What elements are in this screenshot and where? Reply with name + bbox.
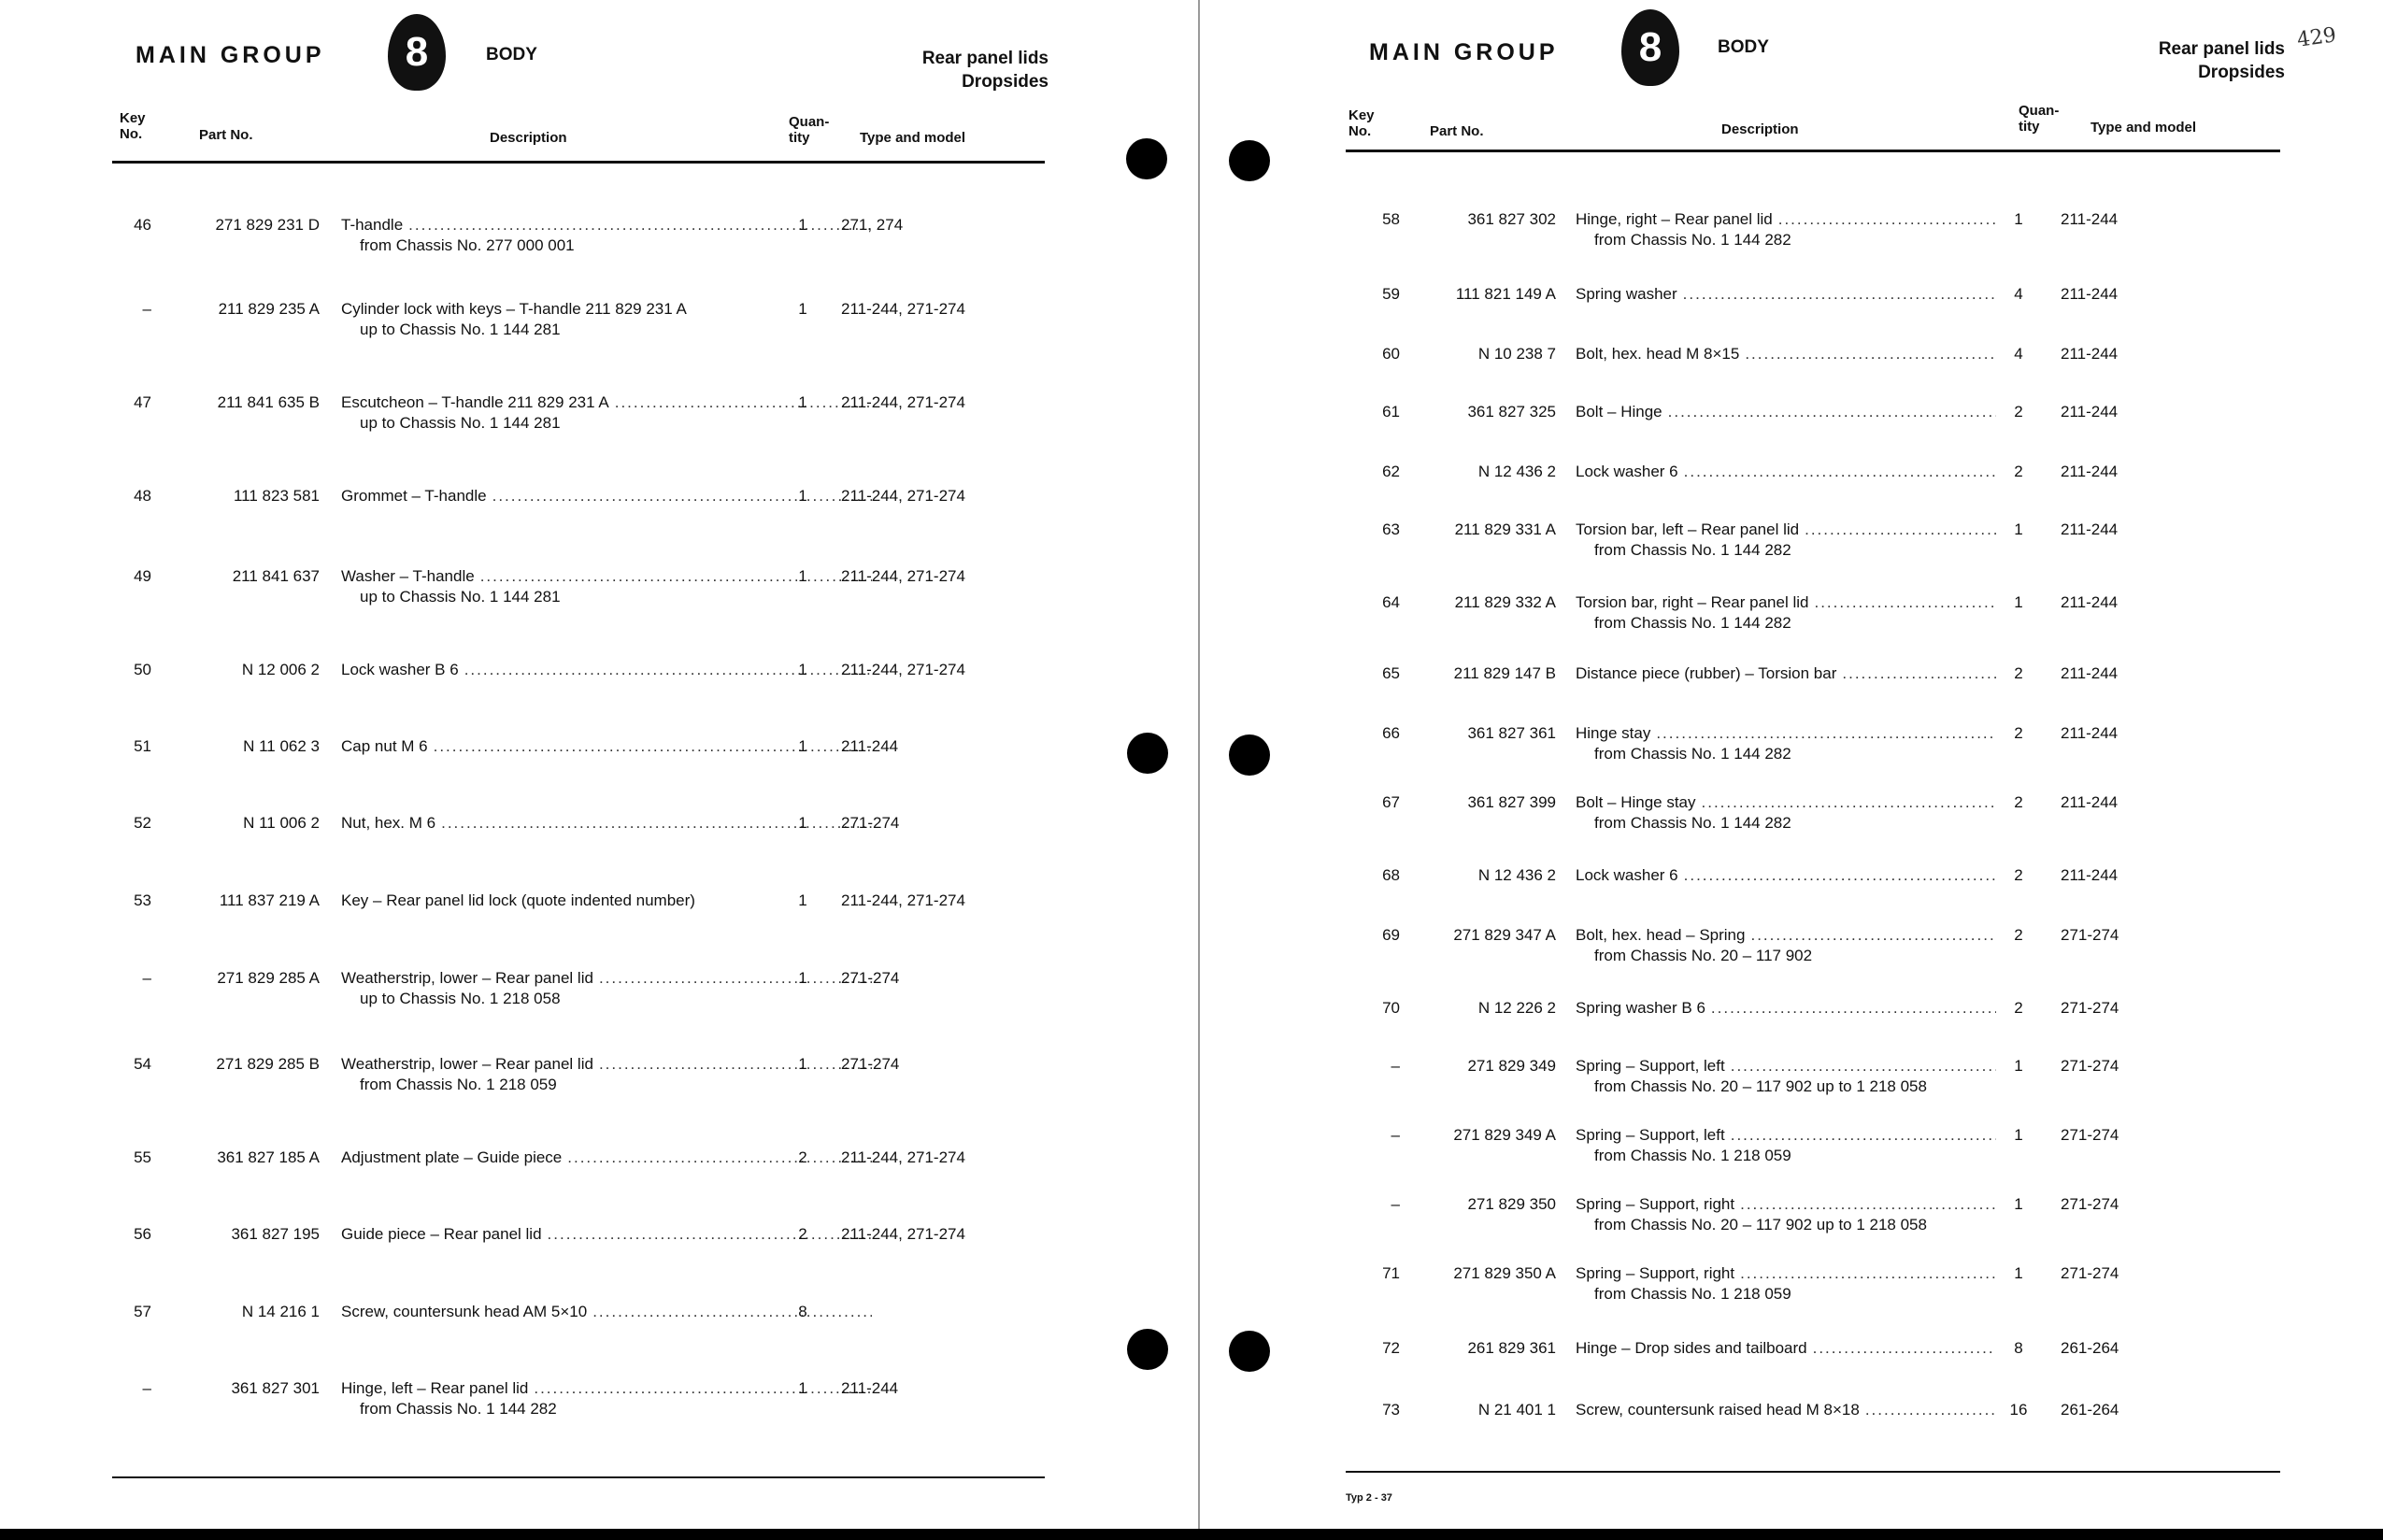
description-note xyxy=(1576,483,1594,501)
description-note xyxy=(1576,1020,1594,1037)
part-no: 271 829 350 A xyxy=(1453,1264,1556,1282)
description-note: from Chassis No. 1 218 059 xyxy=(1594,1147,1791,1164)
key-no: 73 xyxy=(1382,1401,1400,1419)
part-no: 211 829 147 B xyxy=(1453,664,1556,682)
key-no: 70 xyxy=(1382,999,1400,1017)
key-no: 72 xyxy=(1382,1339,1400,1357)
scan-bottom-edge xyxy=(0,1529,2383,1540)
part-no: N 21 401 1 xyxy=(1477,1401,1556,1419)
quantity: 1 xyxy=(798,393,807,411)
type-model: 211-244 xyxy=(841,1379,899,1397)
description-text: Weatherstrip, lower – Rear panel lid xyxy=(341,1055,593,1073)
description-text: Spring washer B 6 xyxy=(1576,999,1705,1017)
group-number-badge: 8 xyxy=(388,14,446,91)
key-no: 57 xyxy=(134,1303,151,1320)
description-text: Cap nut M 6 xyxy=(341,737,428,755)
col-part: Part No. xyxy=(1430,123,1484,139)
description xyxy=(1576,402,1996,443)
key-no: 56 xyxy=(134,1225,151,1243)
type-model: 211-244, 271-274 xyxy=(841,487,965,505)
description xyxy=(1576,792,1996,834)
type-model: 271-274 xyxy=(2061,1264,2119,1282)
description-note: from Chassis No. 1 144 282 xyxy=(1594,614,1791,632)
key-no: – xyxy=(1391,1057,1400,1075)
key-no: 61 xyxy=(1382,403,1400,421)
description-text: Hinge – Drop sides and tailboard xyxy=(1576,1339,1807,1357)
main-group-label: MAIN GROUP xyxy=(1369,39,1559,65)
key-no: 50 xyxy=(134,661,151,678)
footer-rule xyxy=(112,1476,1045,1478)
description-text: Hinge, left – Rear panel lid xyxy=(341,1379,529,1397)
description-note: from Chassis No. 1 144 282 xyxy=(1594,814,1791,832)
col-quantity-line-2: tity xyxy=(2019,119,2040,135)
key-no: 47 xyxy=(134,393,151,411)
description-text: Spring washer xyxy=(1576,285,1677,303)
quantity: 4 xyxy=(2014,345,2023,363)
description-note: from Chassis No. 277 000 001 xyxy=(360,236,575,254)
description xyxy=(1576,1125,1996,1166)
description-text: Screw, countersunk raised head M 8×18 xyxy=(1576,1401,1860,1419)
description-text: Hinge stay xyxy=(1576,724,1651,742)
quantity: 1 xyxy=(798,814,807,832)
quantity: 2 xyxy=(2014,463,2023,480)
quantity: 1 xyxy=(798,487,807,505)
key-no: – xyxy=(142,1379,151,1397)
key-no: 66 xyxy=(1382,724,1400,742)
part-no: 261 829 361 xyxy=(1467,1339,1556,1357)
punch-hole xyxy=(1127,733,1168,774)
description-note: from Chassis No. 1 144 282 xyxy=(360,1400,557,1418)
page-title-line-2: Dropsides xyxy=(2198,63,2285,82)
type-model: 211-244 xyxy=(2061,403,2119,421)
description-note: from Chassis No. 1 218 059 xyxy=(360,1076,557,1093)
type-model: 211-244, 271-274 xyxy=(841,300,965,318)
description-text: Torsion bar, right – Rear panel lid xyxy=(1576,593,1809,611)
part-no: 361 827 185 A xyxy=(217,1148,320,1166)
header-rule xyxy=(112,161,1045,164)
key-no: 64 xyxy=(1382,593,1400,611)
description-note: up to Chassis No. 1 144 281 xyxy=(360,414,561,432)
quantity: 2 xyxy=(798,1225,807,1243)
part-no: N 11 062 3 xyxy=(243,737,320,755)
col-key-line-2: No. xyxy=(1348,123,1372,139)
type-model: 271-274 xyxy=(2061,1195,2119,1213)
description-text: Weatherstrip, lower – Rear panel lid xyxy=(341,969,593,987)
punch-hole xyxy=(1229,1331,1270,1372)
description xyxy=(1576,1263,1996,1305)
section-label: BODY xyxy=(486,45,537,64)
description-note xyxy=(341,1323,360,1341)
quantity: 1 xyxy=(798,300,807,318)
type-model: 271-274 xyxy=(841,814,900,832)
col-quantity-line-2: tity xyxy=(789,130,810,146)
key-no: 46 xyxy=(134,216,151,234)
type-model: 271-274 xyxy=(2061,926,2119,944)
key-no: 51 xyxy=(134,737,151,755)
description-text: Distance piece (rubber) – Torsion bar xyxy=(1576,664,1837,682)
col-model: Type and model xyxy=(2090,120,2197,135)
description-note: from Chassis No. 20 – 117 902 up to 1 218 058 xyxy=(1594,1077,1927,1095)
quantity: 16 xyxy=(2009,1401,2028,1419)
col-key xyxy=(120,110,146,142)
part-no: 211 829 332 A xyxy=(1454,593,1556,611)
type-model: 211-244 xyxy=(2061,520,2119,538)
quantity: 1 xyxy=(2014,210,2023,228)
part-no: 271 829 350 xyxy=(1467,1195,1556,1213)
key-no: – xyxy=(1391,1126,1400,1144)
type-model: 211-244, 271-274 xyxy=(841,661,965,678)
key-no: 48 xyxy=(134,487,151,505)
quantity: 4 xyxy=(2014,285,2023,303)
description-note xyxy=(1576,365,1594,383)
description-text: Torsion bar, left – Rear panel lid xyxy=(1576,520,1800,538)
description xyxy=(1576,520,1996,561)
page-gutter-line xyxy=(1198,0,1200,1540)
description xyxy=(1576,1194,1996,1235)
quantity: 1 xyxy=(798,1055,807,1073)
description xyxy=(1576,925,1996,966)
punch-hole xyxy=(1126,138,1167,179)
part-no: 111 823 581 xyxy=(233,487,320,505)
punch-hole xyxy=(1127,1329,1168,1370)
description-text: Spring – Support, right xyxy=(1576,1195,1735,1213)
type-model: 211-244, 271-274 xyxy=(841,393,965,411)
key-no: 53 xyxy=(134,891,151,909)
col-quantity-line-1: Quan- xyxy=(2019,103,2060,119)
description-text: Washer – T-handle xyxy=(341,567,475,585)
description-note: from Chassis No. 20 – 117 902 xyxy=(1594,947,1813,964)
footer-rule xyxy=(1346,1471,2280,1473)
key-no: 62 xyxy=(1382,463,1400,480)
description-text: Grommet – T-handle xyxy=(341,487,487,505)
part-no: 361 827 361 xyxy=(1467,724,1556,742)
type-model: 211-244 xyxy=(2061,593,2119,611)
type-model: 211-244 xyxy=(2061,866,2119,884)
quantity: 1 xyxy=(798,891,807,909)
description-note xyxy=(1576,306,1594,323)
description xyxy=(1576,1056,1996,1097)
description-text: Bolt – Hinge stay xyxy=(1576,793,1696,811)
key-no: 63 xyxy=(1382,520,1400,538)
description-note: from Chassis No. 1 144 282 xyxy=(1594,541,1791,559)
description-text: Cylinder lock with keys – T-handle 211 829 231 A xyxy=(341,300,687,318)
key-no: 71 xyxy=(1382,1264,1400,1282)
description-text: T-handle xyxy=(341,216,404,234)
quantity: 2 xyxy=(2014,403,2023,421)
description-text: Key – Rear panel lid lock (quote indented number) xyxy=(341,891,695,909)
type-model: 211-244 xyxy=(2061,463,2119,480)
part-no: 361 827 302 xyxy=(1467,210,1556,228)
part-no: 271 829 285 B xyxy=(216,1055,320,1073)
description-note xyxy=(341,1246,360,1263)
description xyxy=(1576,592,1996,634)
page-title-line-1: Rear panel lids xyxy=(2158,39,2285,59)
col-quantity-line-1: Quan- xyxy=(789,114,830,130)
page-title xyxy=(922,47,1049,93)
col-description: Description xyxy=(1721,121,1799,137)
type-model: 271, 274 xyxy=(841,216,904,234)
part-no: N 12 436 2 xyxy=(1477,866,1556,884)
col-key-line-1: Key xyxy=(1348,107,1375,123)
part-no: 361 827 301 xyxy=(231,1379,320,1397)
key-no: 52 xyxy=(134,814,151,832)
type-model: 211-244, 271-274 xyxy=(841,567,965,585)
type-model: 211-244, 271-274 xyxy=(841,891,965,909)
description xyxy=(1576,1338,1996,1379)
quantity: 1 xyxy=(2014,1195,2023,1213)
description-text: Escutcheon – T-handle 211 829 231 A xyxy=(341,393,609,411)
description-note: from Chassis No. 1 144 282 xyxy=(1594,745,1791,763)
part-no: 211 829 331 A xyxy=(1454,520,1556,538)
col-quantity xyxy=(2019,103,2059,135)
key-no: – xyxy=(142,969,151,987)
description-text: Bolt, hex. head M 8×15 xyxy=(1576,345,1740,363)
description xyxy=(1576,865,1996,906)
key-no: – xyxy=(142,300,151,318)
description xyxy=(1576,663,1996,705)
type-model: 261-264 xyxy=(2061,1339,2119,1357)
quantity: 1 xyxy=(798,737,807,755)
part-no: N 12 436 2 xyxy=(1477,463,1556,480)
description-note xyxy=(1576,1360,1594,1377)
description xyxy=(1576,998,1996,1039)
description-note: up to Chassis No. 1 218 058 xyxy=(360,990,561,1007)
part-no: 211 841 637 xyxy=(232,567,320,585)
col-model: Type and model xyxy=(860,130,966,146)
col-key-line-2: No. xyxy=(120,126,143,142)
quantity: 1 xyxy=(798,216,807,234)
part-no: 361 827 399 xyxy=(1467,793,1556,811)
type-model: 271-274 xyxy=(2061,1126,2119,1144)
part-no: 361 827 325 xyxy=(1467,403,1556,421)
key-no: 60 xyxy=(1382,345,1400,363)
type-model: 271-274 xyxy=(2061,999,2119,1017)
description-text: Adjustment plate – Guide piece xyxy=(341,1148,563,1166)
quantity: 8 xyxy=(798,1303,807,1320)
right-page xyxy=(1346,0,2285,1504)
description-text: Screw, countersunk head AM 5×10 xyxy=(341,1303,588,1320)
description xyxy=(1576,723,1996,764)
col-quantity xyxy=(789,114,829,146)
handwritten-page-note: 429 xyxy=(2295,23,2338,52)
page-title xyxy=(2159,37,2285,84)
group-number-badge: 8 xyxy=(1621,9,1679,86)
key-no: 58 xyxy=(1382,210,1400,228)
quantity: 2 xyxy=(2014,664,2023,682)
description-text: Hinge, right – Rear panel lid xyxy=(1576,210,1773,228)
key-no: 69 xyxy=(1382,926,1400,944)
description xyxy=(1576,284,1996,325)
col-description: Description xyxy=(490,130,567,146)
description-note: from Chassis No. 20 – 117 902 up to 1 218 058 xyxy=(1594,1216,1927,1233)
punch-hole xyxy=(1229,734,1270,776)
key-no: 67 xyxy=(1382,793,1400,811)
quantity: 1 xyxy=(2014,1126,2023,1144)
part-no: N 12 226 2 xyxy=(1477,999,1556,1017)
description-text: Lock washer 6 xyxy=(1576,866,1678,884)
part-no: 271 829 231 D xyxy=(215,216,320,234)
part-no: N 12 006 2 xyxy=(241,661,320,678)
type-model: 211-244, 271-274 xyxy=(841,1148,965,1166)
description-text: Lock washer 6 xyxy=(1576,463,1678,480)
header-rule xyxy=(1346,150,2280,152)
quantity: 2 xyxy=(2014,793,2023,811)
description-note xyxy=(341,912,360,930)
part-no: N 10 238 7 xyxy=(1477,345,1556,363)
description xyxy=(1576,209,1996,250)
key-no: 68 xyxy=(1382,866,1400,884)
type-model: 211-244 xyxy=(841,737,899,755)
description-note: up to Chassis No. 1 144 281 xyxy=(360,321,561,338)
part-no: 111 821 149 A xyxy=(1455,285,1556,303)
type-model: 211-244 xyxy=(2061,724,2119,742)
description-note xyxy=(341,681,360,699)
quantity: 1 xyxy=(798,661,807,678)
part-no: 271 829 349 A xyxy=(1453,1126,1556,1144)
quantity: 1 xyxy=(2014,593,2023,611)
type-model: 271-274 xyxy=(841,969,900,987)
key-no: 65 xyxy=(1382,664,1400,682)
page-title-line-2: Dropsides xyxy=(962,72,1049,92)
description xyxy=(1576,344,1996,385)
quantity: 2 xyxy=(2014,999,2023,1017)
quantity: 1 xyxy=(798,969,807,987)
part-no: 361 827 195 xyxy=(231,1225,320,1243)
quantity: 8 xyxy=(2014,1339,2023,1357)
footer-code: Typ 2 - 37 xyxy=(1346,1492,1392,1504)
description-note xyxy=(341,834,360,852)
col-part: Part No. xyxy=(199,127,253,143)
description-text: Lock washer B 6 xyxy=(341,661,459,678)
description-note xyxy=(1576,1421,1594,1439)
punch-hole xyxy=(1229,140,1270,181)
type-model: 271-274 xyxy=(2061,1057,2119,1075)
description-note xyxy=(341,1169,360,1187)
description xyxy=(1576,462,1996,503)
key-no: 55 xyxy=(134,1148,151,1166)
part-no: N 11 006 2 xyxy=(243,814,320,832)
key-no: 59 xyxy=(1382,285,1400,303)
key-no: 49 xyxy=(134,567,151,585)
quantity: 1 xyxy=(798,1379,807,1397)
description-text: Bolt, hex. head – Spring xyxy=(1576,926,1746,944)
quantity: 2 xyxy=(2014,724,2023,742)
section-label: BODY xyxy=(1718,37,1769,57)
part-no: 271 829 285 A xyxy=(217,969,320,987)
col-key-line-1: Key xyxy=(120,110,146,126)
description-text: Spring – Support, left xyxy=(1576,1126,1725,1144)
quantity: 2 xyxy=(798,1148,807,1166)
description-note xyxy=(1576,685,1594,703)
description-note xyxy=(341,758,360,776)
description-note: up to Chassis No. 1 144 281 xyxy=(360,588,561,606)
description-note xyxy=(1576,423,1594,441)
description-note: from Chassis No. 1 144 282 xyxy=(1594,231,1791,249)
part-no: 271 829 347 A xyxy=(1453,926,1556,944)
quantity: 2 xyxy=(2014,866,2023,884)
quantity: 1 xyxy=(2014,1264,2023,1282)
quantity: 1 xyxy=(798,567,807,585)
type-model: 211-244 xyxy=(2061,793,2119,811)
quantity: 2 xyxy=(2014,926,2023,944)
col-key xyxy=(1348,107,1375,139)
description-text: Nut, hex. M 6 xyxy=(341,814,436,832)
description-note xyxy=(1576,887,1594,905)
description-text: Spring – Support, left xyxy=(1576,1057,1725,1075)
part-no: 211 841 635 B xyxy=(217,393,320,411)
description xyxy=(1576,1400,1996,1441)
type-model: 211-244 xyxy=(2061,210,2119,228)
description-note xyxy=(341,507,360,525)
description-note: from Chassis No. 1 218 059 xyxy=(1594,1285,1791,1303)
type-model: 211-244, 271-274 xyxy=(841,1225,965,1243)
type-model: 211-244 xyxy=(2061,285,2119,303)
description-text: Guide piece – Rear panel lid xyxy=(341,1225,542,1243)
main-group-label: MAIN GROUP xyxy=(136,42,325,68)
quantity: 1 xyxy=(2014,520,2023,538)
type-model: 261-264 xyxy=(2061,1401,2119,1419)
description-text: Bolt – Hinge xyxy=(1576,403,1662,421)
part-no: 211 829 235 A xyxy=(218,300,320,318)
page-title-line-1: Rear panel lids xyxy=(921,49,1049,68)
key-no: – xyxy=(1391,1195,1400,1213)
key-no: 54 xyxy=(134,1055,151,1073)
part-no: N 14 216 1 xyxy=(241,1303,320,1320)
left-page xyxy=(112,0,1047,1495)
type-model: 271-274 xyxy=(841,1055,900,1073)
type-model: 211-244 xyxy=(2061,664,2119,682)
type-model: 211-244 xyxy=(2061,345,2119,363)
part-no: 111 837 219 A xyxy=(219,891,320,909)
description-text: Spring – Support, right xyxy=(1576,1264,1735,1282)
quantity: 1 xyxy=(2014,1057,2023,1075)
part-no: 271 829 349 xyxy=(1467,1057,1556,1075)
